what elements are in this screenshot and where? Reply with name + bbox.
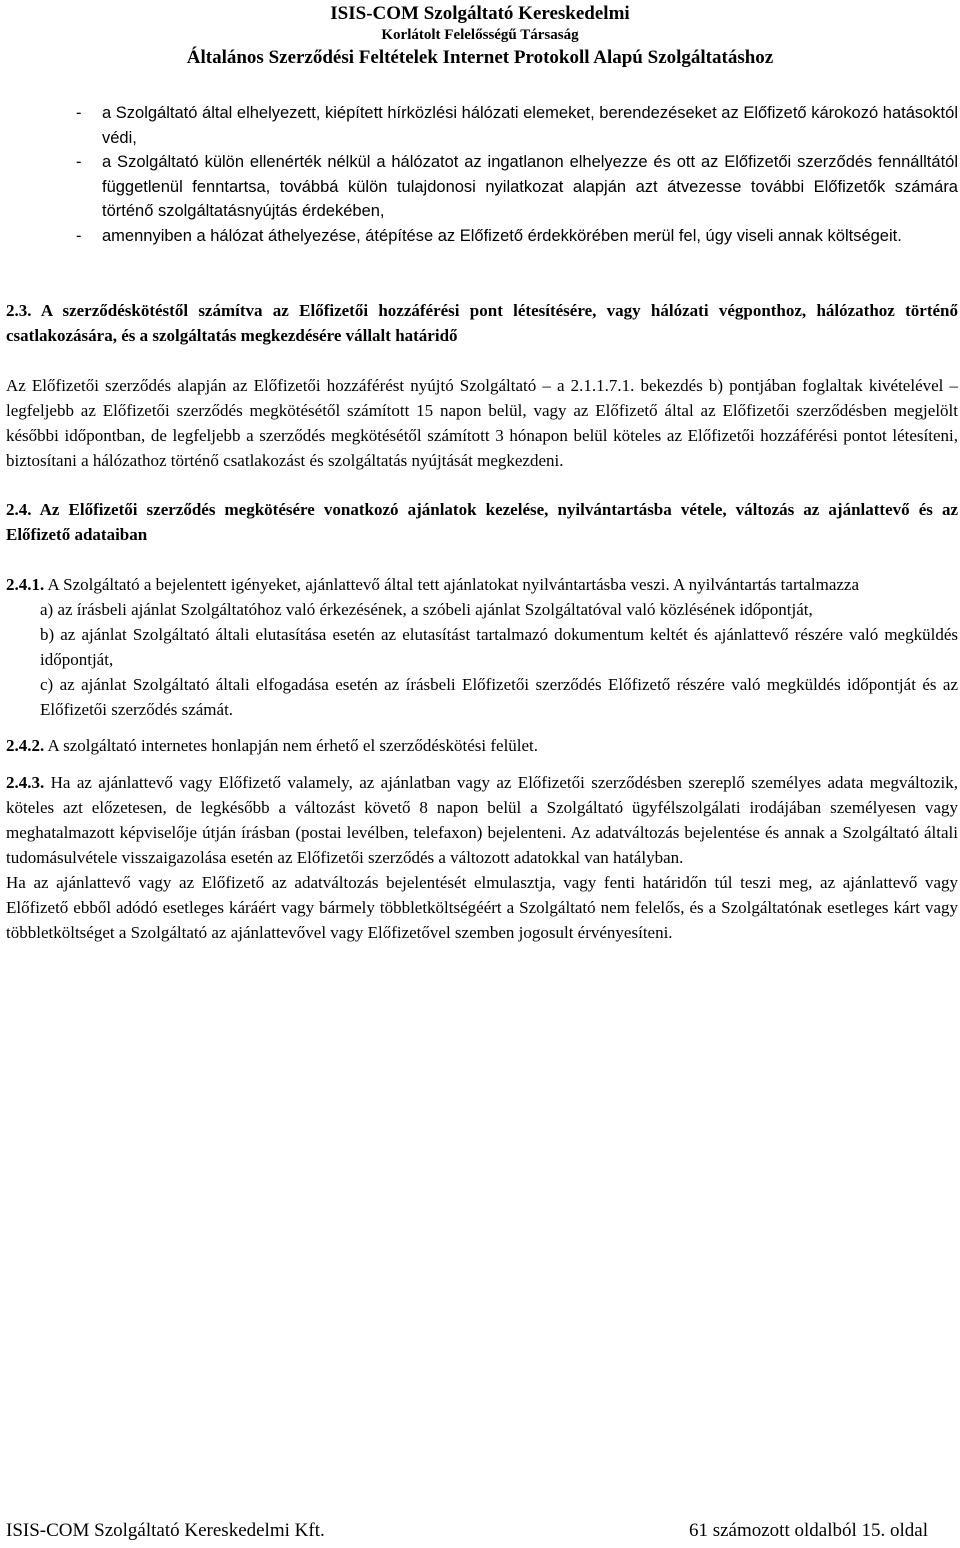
page-header [0, 2, 960, 71]
list-item [76, 150, 958, 224]
section-2-4-heading: 2.4. Az Előfizetői szerződés megkötésére vonatkozó ajánlatok kezelése, nyilvántartásba vétele, változás az ajánlattevő és az Előfizető adataiban [6, 499, 958, 544]
section-2-3-heading: 2.3. A szerződéskötéstől számítva az Előfizetői hozzáférési pont létesítésére, vagy hálózati végponthoz, hálózathoz történő csatlakozására, és a szolgáltatás megkezdésére vállalt határidő [6, 300, 958, 345]
header-doc-title: Általános Szerződési Feltételek Internet Protokoll Alapú Szolgáltatáshoz [186, 47, 774, 68]
list-item: a) az írásbeli ajánlat Szolgáltatóhoz való érkezésének, a szóbeli ajánlat Szolgáltatóval való közlésének időpontját, [40, 599, 813, 619]
list-item-text: a Szolgáltató által elhelyezett, kiépített hírközlési hálózati elemeket, berendezéseket az Előfizető károkozó hatásoktól védi, [102, 104, 958, 147]
paragraph-number: 2.4.2. [6, 735, 45, 755]
paragraph-text: A Szolgáltató a bejelentett igényeket, ajánlattevő által tett ajánlatokat nyilvántartásba veszi. A nyilvántartás tartalmazza [44, 574, 859, 594]
dash-marker: - [76, 104, 82, 122]
header-company: ISIS-COM Szolgáltató Kereskedelmi [330, 3, 630, 24]
paragraph-number: 2.4.1. [6, 574, 45, 594]
footer-page-number: 61 számozott oldalból 15. oldal [688, 1520, 928, 1541]
list-item-text: amennyiben a hálózat áthelyezése, átépítése az Előfizető érdekkörében merül fel, úgy viseli annak költségeit. [102, 226, 902, 245]
paragraph-text: A szolgáltató internetes honlapján nem érhető el szerződéskötési felület. [44, 735, 539, 755]
paragraph-2-4-3-continued: Ha az ajánlattevő vagy az Előfizető az adatváltozás bejelentését elmulasztja, vagy fenti határidőn túl teszi meg, az ajánlattevő vagy Előfizető ebből adódó esetleges káráért vagy bármely többletköltségéért a Szolgáltató nem felelős, és a Szolgáltatónak esetleges kárt vagy többletköltséget a Szolgáltató az ajánlattevővel vagy Előfizetővel szemben jogosult érvényesíteni. [6, 872, 958, 942]
page-content [6, 101, 958, 945]
paragraph-2-4-2 [6, 733, 958, 758]
list-item-text: a Szolgáltató külön ellenérték nélkül a hálózatot az ingatlanon elhelyezze és ott az Előfizetői szerződés fennálltától függetlenül fenntartsa, továbbá külön tulajdonosi nyilatkozat alapján azt átvezesse további Előfizetők számára történő szolgáltatásnyújtás érdekében, [102, 153, 958, 221]
list-item [76, 224, 958, 249]
section-2-3-body: Az Előfizetői szerződés alapján az Előfizetői hozzáférést nyújtó Szolgáltató – a 2.1.1.7.1. bekezdés b) pontjában foglaltak kivételével – legfeljebb az Előfizetői szerződés megkötésétől számított 15 napon belül, vagy az Előfizető által az Előfizetői szerződésben megjelölt későbbi időpontban, de legfeljebb a szerződés megkötésétől számított 3 hónapon belül köteles az Előfizetői hozzáférési pontot létesíteni, biztosítani a hálózathoz történő csatlakozást és szolgáltatás nyújtását megkezdeni. [6, 375, 958, 470]
paragraph-text: Ha az ajánlattevő vagy Előfizető valamely, az ajánlatban vagy az Előfizetői szerződésben szereplő személyes adata megváltozik, köteles azt előzetesen, de legkésőbb a változást követő 8 napon belül a Szolgáltató ügyfélszolgálati irodájában személyesen vagy meghatalmazott képviselője útján írásban (postai levélben, telefaxon) bejelenteni. Az adatváltozás bejelentése és annak a Szolgáltató általi tudomásulvétele visszaigazolása esetén az Előfizetői szerződés a változott adatokkal van hatályban. [6, 772, 958, 867]
register-contents-list [40, 597, 958, 722]
paragraph-2-4-3 [6, 770, 958, 870]
dash-marker: - [76, 226, 82, 245]
header-company-type: Korlátolt Felelősségű Társaság [381, 27, 579, 43]
obligation-list [76, 101, 958, 249]
list-item: b) az ajánlat Szolgáltató általi elutasítása esetén az elutasítást tartalmazó dokumentum keltét és ajánlattevő részére való megküldés időpontját, [40, 624, 958, 669]
paragraph-2-4-1 [6, 572, 958, 597]
list-item: c) az ajánlat Szolgáltató általi elfogadása esetén az írásbeli Előfizetői szerződés Előfizető részére való megküldés időpontját és az Előfizetői szerződés számát. [40, 674, 958, 719]
dash-marker: - [76, 153, 82, 172]
paragraph-number: 2.4.3. [6, 772, 45, 792]
footer-company: ISIS-COM Szolgáltató Kereskedelmi Kft. [6, 1520, 325, 1541]
list-item [76, 101, 958, 150]
